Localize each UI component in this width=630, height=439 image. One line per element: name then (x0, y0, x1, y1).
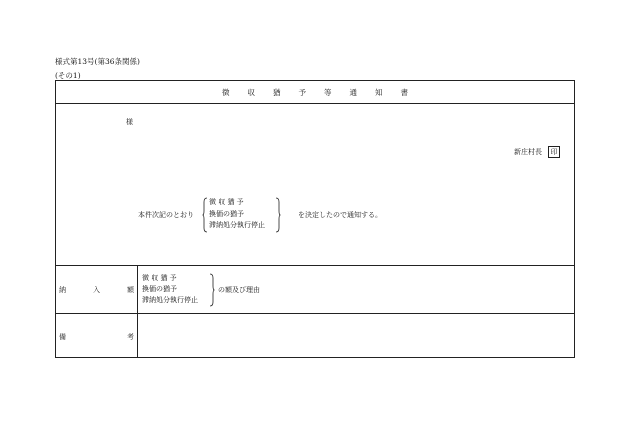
title-char: 徴 (222, 88, 230, 97)
notice-form (55, 80, 575, 358)
recipient-suffix: 様 (126, 118, 133, 126)
label-char: 入 (93, 286, 100, 294)
title-char: 等 (324, 88, 332, 97)
title-char: 知 (375, 88, 383, 97)
form-number: 様式第13号(第36条関係) (55, 57, 140, 66)
amount-row-divider (56, 265, 574, 266)
form-title (56, 87, 574, 98)
amount-options (142, 273, 198, 306)
option-conversion-deferral: 換価の猶予 (142, 285, 177, 293)
left-brace-icon (202, 197, 208, 233)
right-brace-icon (209, 273, 215, 307)
title-char: 通 (349, 88, 357, 97)
option-enforcement-suspension: 滞納処分執行停止 (209, 221, 265, 229)
label-column-divider (137, 265, 138, 358)
sub-number: (その1) (55, 71, 81, 80)
body-lead: 本件次記のとおり (138, 211, 194, 219)
option-collection-deferral: 徴 収 猶 予 (142, 274, 177, 282)
right-brace-icon (275, 197, 281, 233)
body-options (209, 197, 265, 232)
label-char: 額 (127, 286, 134, 294)
body-tail: を決定したので通知する。 (298, 211, 382, 219)
title-char: 予 (298, 88, 306, 97)
seal-box: 印 (548, 146, 560, 158)
option-collection-deferral: 徴 収 猶 予 (209, 198, 244, 206)
label-char: 考 (127, 333, 134, 341)
issuer (514, 146, 560, 158)
title-char: 猶 (273, 88, 281, 97)
remarks-row-divider (56, 313, 574, 314)
title-divider (56, 103, 574, 104)
amount-label (59, 285, 134, 295)
option-enforcement-suspension: 滞納処分執行停止 (142, 296, 198, 304)
option-conversion-deferral: 換価の猶予 (209, 209, 244, 218)
amount-tail: の額及び理由 (218, 286, 260, 294)
remarks-label (59, 332, 134, 342)
title-char: 書 (400, 88, 408, 97)
title-char: 収 (247, 88, 255, 97)
label-char: 備 (59, 333, 66, 341)
label-char: 納 (59, 286, 66, 294)
issuer-name: 新庄村長 (514, 148, 542, 156)
